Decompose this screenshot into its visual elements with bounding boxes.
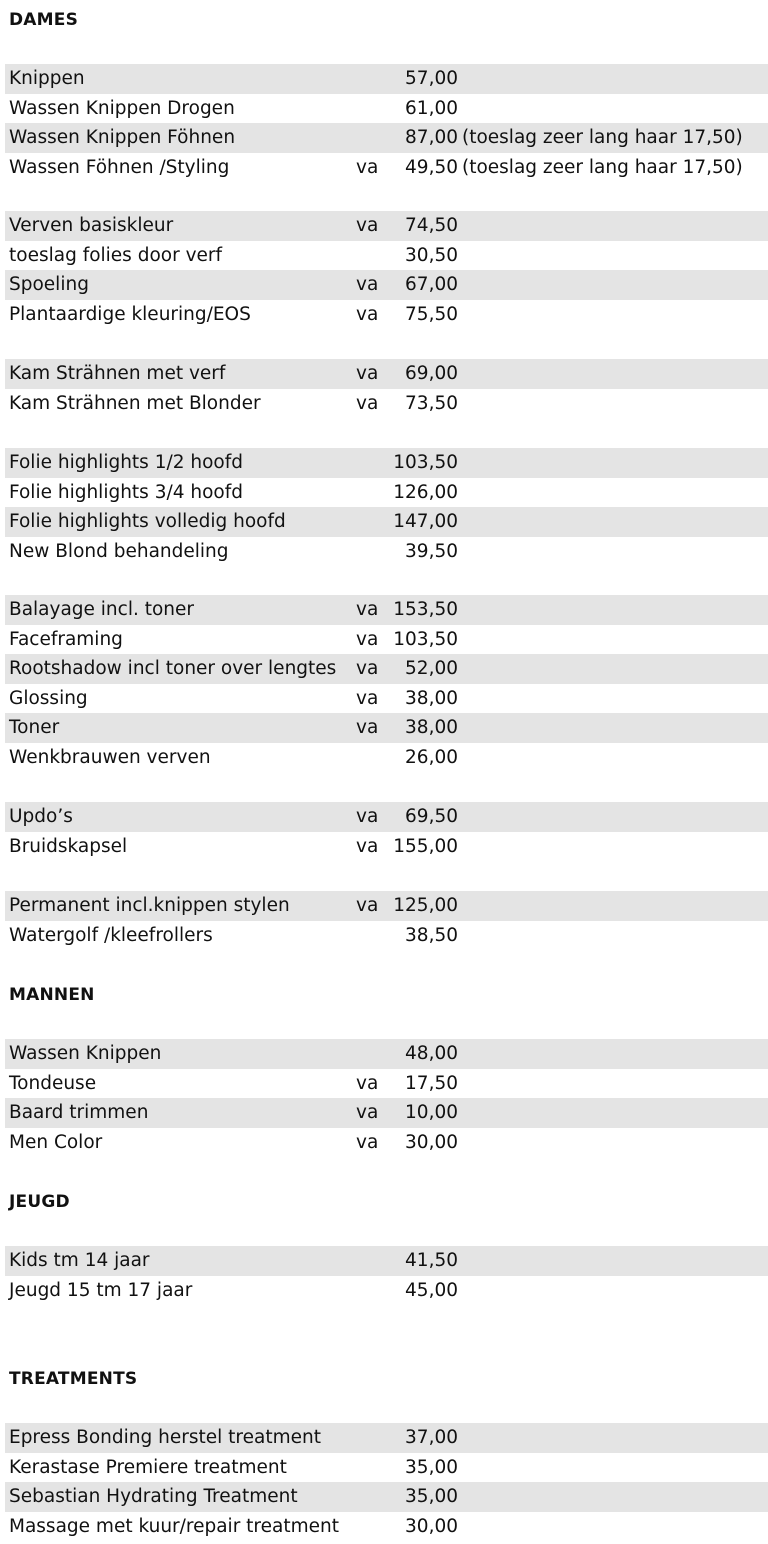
service-name: Folie highlights volledig hoofd [9,511,286,533]
price-row [5,64,768,94]
price-row [5,1423,768,1453]
service-name: Men Color [9,1131,103,1153]
service-price: 126,00 [393,481,458,503]
service-price: 61,00 [405,97,458,119]
price-row [5,1098,768,1128]
price-row [5,300,768,330]
price-row [5,1039,768,1069]
service-price: 30,00 [405,1515,458,1537]
service-name: Kam Strähnen met Blonder [9,392,261,414]
service-name: Kam Strähnen met verf [9,363,226,384]
service-name: Toner [9,717,60,739]
service-price: 35,00 [405,1456,458,1478]
service-price: 69,00 [405,363,458,384]
service-price: 38,00 [405,687,458,709]
price-prefix: va [356,658,379,680]
service-name: Kids tm 14 jaar [9,1250,150,1271]
service-name: Glossing [9,687,88,709]
price-row [5,1512,768,1542]
price-row [5,537,768,567]
price-row [5,654,768,684]
service-price: 155,00 [393,835,458,857]
price-row [5,389,768,419]
service-price: 57,00 [405,68,458,89]
service-name: toeslag folies door verf [9,244,223,266]
service-price: 30,00 [405,1131,458,1153]
price-row [5,507,768,537]
price-row [5,211,768,241]
service-price: 49,50 [405,156,458,178]
service-name: Knippen [9,68,85,89]
price-prefix: va [356,1131,379,1153]
service-name: Folie highlights 3/4 hoofd [9,481,243,503]
service-price: 17,50 [405,1072,458,1094]
service-price: 38,00 [405,717,458,739]
service-name: Faceframing [9,628,123,650]
section-heading: TREATMENTS [9,1369,138,1389]
service-name: Jeugd 15 tm 17 jaar [9,1279,193,1301]
price-row [5,1069,768,1099]
price-row [5,595,768,625]
service-price: 48,00 [405,1043,458,1064]
price-prefix: va [356,215,379,236]
service-price: 39,50 [405,540,458,562]
service-price: 45,00 [405,1279,458,1301]
service-name: Baard trimmen [9,1102,149,1124]
price-row [5,921,768,951]
service-name: Sebastian Hydrating Treatment [9,1486,298,1508]
service-name: Wenkbrauwen verven [9,747,211,768]
service-name: Bruidskapsel [9,835,128,857]
price-row [5,448,768,478]
price-row [5,1246,768,1276]
service-price: 75,50 [405,303,458,325]
price-note: (toeslag zeer lang haar 17,50) [462,127,743,149]
service-name: Balayage incl. toner [9,599,195,620]
price-row [5,743,768,773]
price-prefix: va [356,363,379,384]
service-price: 37,00 [405,1427,458,1448]
service-price: 125,00 [393,895,458,916]
service-price: 103,50 [393,452,458,473]
section-heading: MANNEN [9,985,95,1005]
service-price: 41,50 [405,1250,458,1271]
service-price: 74,50 [405,215,458,236]
service-name: Wassen Föhnen /Styling [9,156,230,178]
price-prefix: va [356,806,379,827]
service-price: 38,50 [405,924,458,946]
price-prefix: va [356,687,379,709]
service-price: 153,50 [393,599,458,620]
service-name: Permanent incl.knippen stylen [9,895,290,916]
section-heading: DAMES [9,10,79,30]
price-row [5,478,768,508]
service-name: Folie highlights 1/2 hoofd [9,452,243,473]
price-row [5,625,768,655]
price-row [5,832,768,862]
service-name: Massage met kuur/repair treatment [9,1515,339,1537]
service-name: Updo’s [9,806,73,827]
price-row [5,1128,768,1158]
service-name: Verven basiskleur [9,215,174,236]
price-prefix: va [356,599,379,620]
service-name: Wassen Knippen [9,1043,162,1064]
price-prefix: va [356,628,379,650]
section-heading: JEUGD [9,1192,70,1212]
service-price: 30,50 [405,244,458,266]
service-name: Wassen Knippen Föhnen [9,127,236,149]
service-price: 35,00 [405,1486,458,1508]
service-name: Spoeling [9,274,89,296]
price-prefix: va [356,895,379,916]
price-row [5,94,768,124]
price-prefix: va [356,1072,379,1094]
service-name: Wassen Knippen Drogen [9,97,235,119]
price-row [5,153,768,183]
service-name: Kerastase Premiere treatment [9,1456,287,1478]
service-name: Plantaardige kleuring/EOS [9,303,251,325]
price-row [5,1453,768,1483]
price-prefix: va [356,156,379,178]
price-row [5,359,768,389]
price-row [5,802,768,832]
service-price: 52,00 [405,658,458,680]
price-row [5,123,768,153]
service-name: New Blond behandeling [9,540,229,562]
price-row [5,684,768,714]
price-prefix: va [356,835,379,857]
price-prefix: va [356,392,379,414]
service-price: 147,00 [393,511,458,533]
service-price: 103,50 [393,628,458,650]
service-price: 10,00 [405,1102,458,1124]
service-name: Rootshadow incl toner over lengtes [9,658,337,680]
service-price: 73,50 [405,392,458,414]
service-name: Epress Bonding herstel treatment [9,1427,321,1448]
service-price: 69,50 [405,806,458,827]
service-price: 26,00 [405,747,458,768]
price-prefix: va [356,274,379,296]
service-name: Watergolf /kleefrollers [9,924,213,946]
price-row [5,241,768,271]
price-prefix: va [356,303,379,325]
price-prefix: va [356,717,379,739]
price-row [5,1276,768,1306]
price-row [5,891,768,921]
price-row [5,270,768,300]
price-note: (toeslag zeer lang haar 17,50) [462,156,743,178]
price-row [5,1482,768,1512]
service-price: 67,00 [405,274,458,296]
price-row [5,713,768,743]
service-name: Tondeuse [9,1072,97,1094]
service-price: 87,00 [405,127,458,149]
price-prefix: va [356,1102,379,1124]
